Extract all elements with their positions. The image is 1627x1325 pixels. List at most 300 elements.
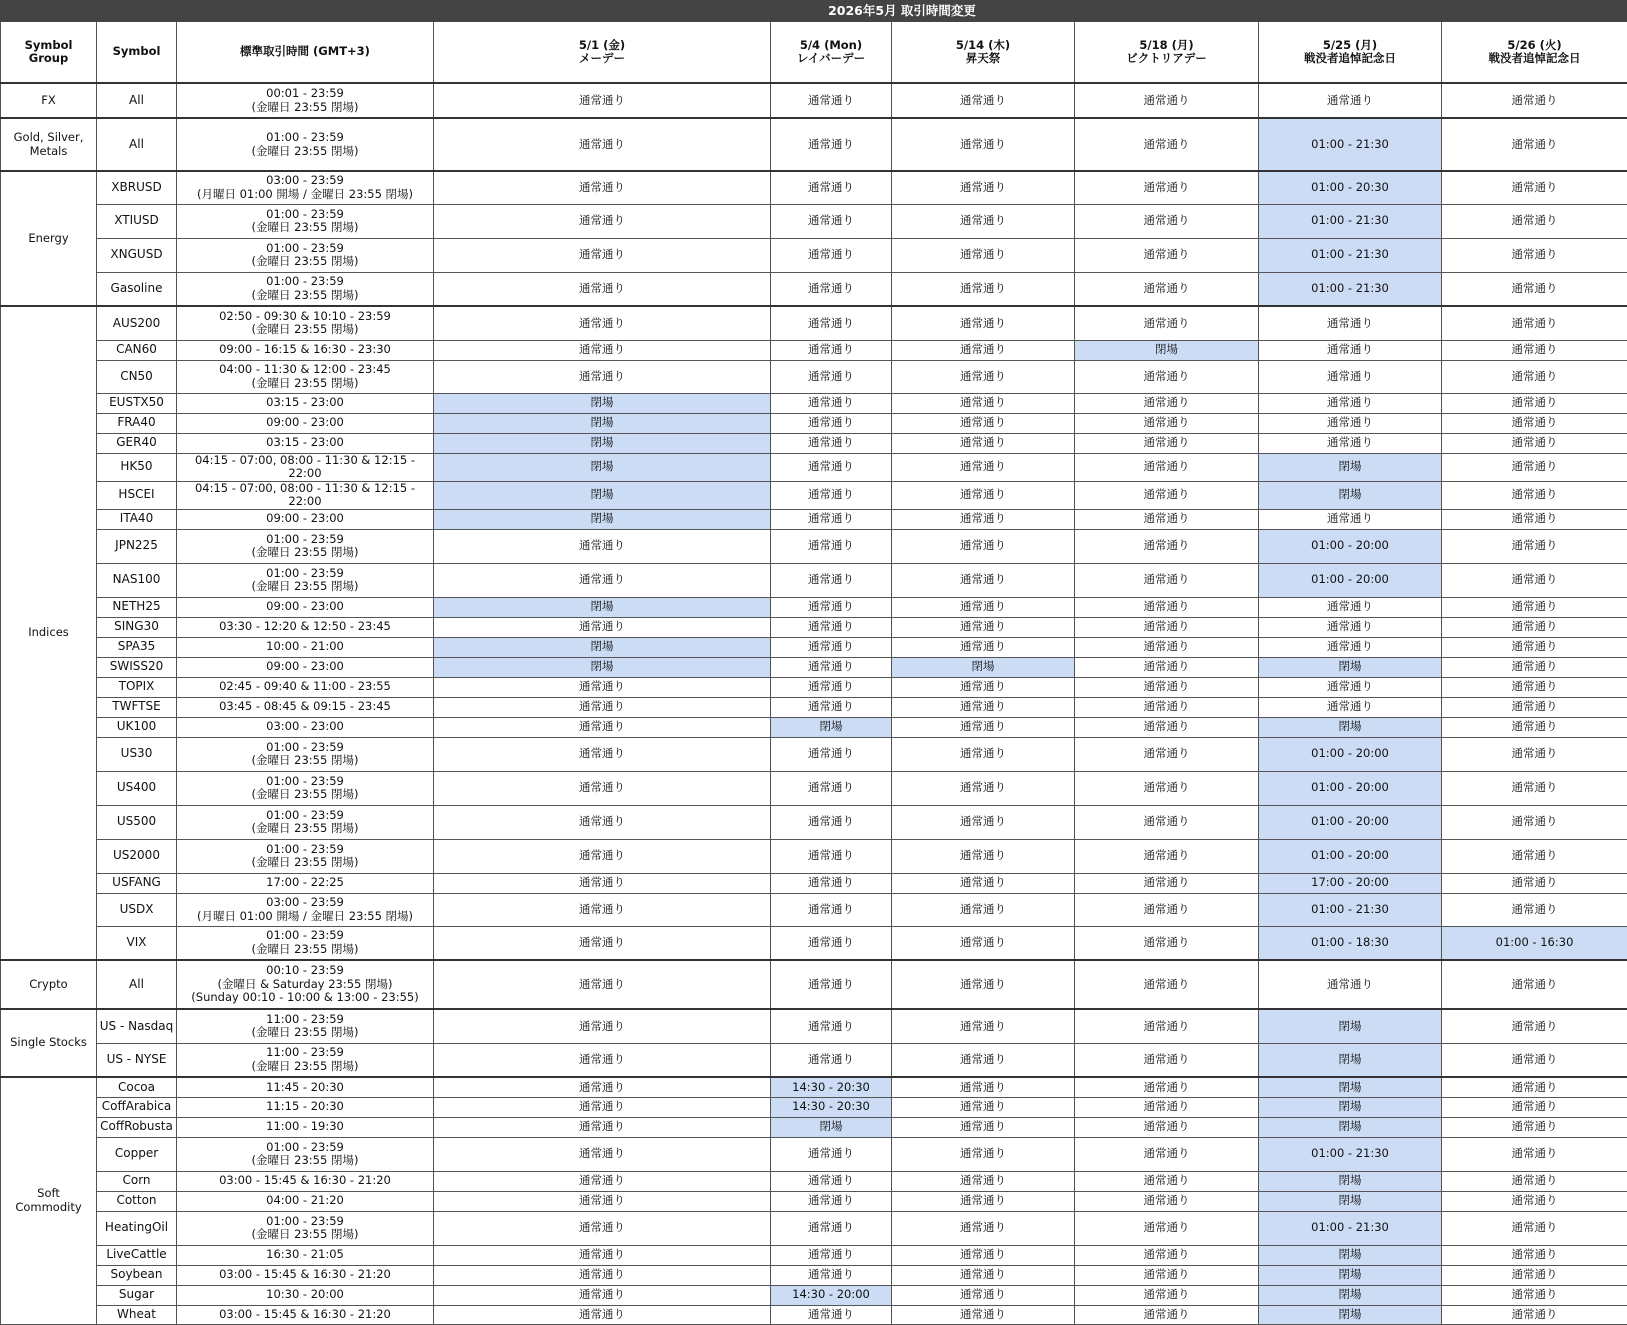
day-status-cell: 通常通り [1442,1305,1627,1324]
table-row [1,1245,1627,1265]
table-row [1,1171,1627,1191]
day-status-cell: 通常通り [892,171,1075,204]
day-status-cell: 01:00 - 16:30 [1442,926,1627,960]
day-status-cell: 通常通り [1442,1171,1627,1191]
day-status-cell: 通常通り [1075,433,1259,453]
day-status-cell: 通常通り [434,1305,771,1324]
table-row [1,1097,1627,1117]
standard-hours-cell [177,481,434,509]
table-row [1,1191,1627,1211]
symbol-cell: FRA40 [97,413,177,433]
day-status-cell: 通常通り [1442,360,1627,393]
standard-hours-cell [177,737,434,771]
day-status-cell: 閉場 [1259,1077,1442,1097]
day-status-cell: 通常通り [892,1305,1075,1324]
day-status-cell: 01:00 - 20:00 [1259,839,1442,873]
day-status-cell: 通常通り [434,839,771,873]
day-status-cell: 通常通り [892,1117,1075,1137]
day-status-cell: 通常通り [771,563,892,597]
header-symbol: Symbol [97,22,177,84]
day-status-cell: 通常通り [1442,529,1627,563]
day-status-cell: 通常通り [771,1009,892,1043]
day-status-cell: 通常通り [1075,1097,1259,1117]
table-row [1,1265,1627,1285]
symbol-cell: NETH25 [97,597,177,617]
symbol-cell: Wheat [97,1305,177,1324]
day-status-cell: 通常通り [771,839,892,873]
symbol-cell: CN50 [97,360,177,393]
day-status-cell: 01:00 - 21:30 [1259,272,1442,306]
day-status-cell: 通常通り [771,771,892,805]
standard-hours-line: (金曜日 23:55 閉場) [179,822,431,836]
day-status-cell: 通常通り [434,171,771,204]
day-status-cell: 01:00 - 18:30 [1259,926,1442,960]
day-status-cell: 通常通り [434,960,771,1009]
symbol-cell: CoffRobusta [97,1117,177,1137]
day-status-cell: 通常通り [434,1077,771,1097]
symbol-cell: JPN225 [97,529,177,563]
day-status-cell: 通常通り [434,893,771,926]
day-status-cell: 閉場 [1259,1305,1442,1324]
day-status-cell: 通常通り [1259,617,1442,637]
standard-hours-cell [177,617,434,637]
day-status-cell: 通常通り [892,839,1075,873]
day-status-cell: 通常通り [892,893,1075,926]
standard-hours-line: 01:00 - 23:59 [179,1215,431,1229]
standard-hours-line: 01:00 - 23:59 [179,843,431,857]
standard-hours-cell [177,873,434,893]
standard-hours-line: 01:00 - 23:59 [179,809,431,823]
day-status-cell: 通常通り [1442,697,1627,717]
table-row [1,393,1627,413]
day-status-cell: 通常通り [771,509,892,529]
day-status-cell: 通常通り [1442,873,1627,893]
day-status-cell: 通常通り [1075,171,1259,204]
symbol-cell: NAS100 [97,563,177,597]
symbol-cell: USFANG [97,873,177,893]
header-day-0 [434,22,771,84]
day-status-cell: 通常通り [771,926,892,960]
standard-hours-cell [177,360,434,393]
day-status-cell: 01:00 - 21:30 [1259,1211,1442,1245]
table-row [1,433,1627,453]
standard-hours-cell [177,413,434,433]
day-status-cell: 通常通り [892,717,1075,737]
day-status-cell: 通常通り [771,597,892,617]
day-status-cell: 通常通り [771,204,892,238]
day-status-cell: 通常通り [434,617,771,637]
standard-hours-line: 17:00 - 22:25 [179,876,431,890]
day-status-cell: 通常通り [1075,1117,1259,1137]
day-status-cell: 通常通り [434,1043,771,1077]
day-status-cell: 通常通り [1075,657,1259,677]
day-status-cell: 01:00 - 21:30 [1259,893,1442,926]
day-status-cell: 閉場 [1259,1191,1442,1211]
day-status-cell: 通常通り [892,617,1075,637]
day-status-cell: 通常通り [1075,926,1259,960]
day-status-cell: 通常通り [1075,805,1259,839]
day-status-cell: 通常通り [892,509,1075,529]
day-status-cell: 通常通り [434,737,771,771]
symbol-group-cell: Crypto [1,960,97,1009]
day-status-cell: 通常通り [434,1137,771,1171]
header-day-date: 5/4 (Mon) [773,39,889,53]
day-status-cell: 通常通り [1075,1305,1259,1324]
day-status-cell: 通常通り [892,960,1075,1009]
standard-hours-cell [177,563,434,597]
day-status-cell: 閉場 [434,657,771,677]
symbol-cell: US - NYSE [97,1043,177,1077]
standard-hours-line: 09:00 - 16:15 & 16:30 - 23:30 [179,343,431,357]
day-status-cell: 通常通り [1442,433,1627,453]
day-status-cell: 通常通り [1442,509,1627,529]
day-status-cell: 通常通り [771,481,892,509]
day-status-cell: 通常通り [771,805,892,839]
symbol-cell: US500 [97,805,177,839]
day-status-cell: 通常通り [892,360,1075,393]
standard-hours-line: 11:15 - 20:30 [179,1100,431,1114]
day-status-cell: 閉場 [1259,1171,1442,1191]
day-status-cell: 通常通り [1259,340,1442,360]
day-status-cell: 通常通り [892,737,1075,771]
header-day-4 [1259,22,1442,84]
day-status-cell: 通常通り [1259,960,1442,1009]
day-status-cell: 通常通り [892,1265,1075,1285]
day-status-cell: 通常通り [1075,893,1259,926]
standard-hours-line: 03:00 - 15:45 & 16:30 - 21:20 [179,1308,431,1322]
standard-hours-line: (金曜日 23:55 閉場) [179,788,431,802]
day-status-cell: 通常通り [892,272,1075,306]
day-status-cell: 通常通り [434,238,771,272]
standard-hours-cell [177,453,434,481]
day-status-cell: 通常通り [1259,697,1442,717]
day-status-cell: 通常通り [1259,637,1442,657]
table-row [1,1117,1627,1137]
day-status-cell: 通常通り [892,563,1075,597]
day-status-cell: 通常通り [771,1043,892,1077]
day-status-cell: 通常通り [892,306,1075,340]
standard-hours-line: 00:01 - 23:59 [179,87,431,101]
standard-hours-line: (金曜日 23:55 閉場) [179,1060,431,1074]
day-status-cell: 通常通り [892,83,1075,118]
symbol-cell: All [97,960,177,1009]
standard-hours-line: 01:00 - 23:59 [179,741,431,755]
table-body [1,83,1627,1324]
header-day-holiday: 戦没者追悼記念日 [1444,52,1625,66]
day-status-cell: 通常通り [1259,306,1442,340]
day-status-cell: 通常通り [1442,118,1627,171]
day-status-cell: 01:00 - 20:30 [1259,171,1442,204]
standard-hours-line: 04:15 - 07:00, 08:00 - 11:30 & 12:15 - 22:00 [179,454,431,481]
day-status-cell: 通常通り [771,893,892,926]
standard-hours-cell [177,637,434,657]
symbol-group-cell: Single Stocks [1,1009,97,1077]
header-day-date: 5/25 (月) [1261,39,1439,53]
day-status-cell: 通常通り [1075,771,1259,805]
symbol-cell: SPA35 [97,637,177,657]
day-status-cell: 通常通り [434,1097,771,1117]
standard-hours-cell [177,1043,434,1077]
day-status-cell: 通常通り [1075,637,1259,657]
standard-hours-line: 02:50 - 09:30 & 10:10 - 23:59 [179,310,431,324]
standard-hours-cell [177,204,434,238]
standard-hours-cell [177,677,434,697]
day-status-cell: 通常通り [771,238,892,272]
standard-hours-line: 03:00 - 23:59 [179,896,431,910]
day-status-cell: 閉場 [1259,1117,1442,1137]
day-status-cell: 通常通り [434,873,771,893]
standard-hours-cell [177,1285,434,1305]
day-status-cell: 通常通り [1442,204,1627,238]
symbol-cell: All [97,83,177,118]
day-status-cell: 通常通り [771,118,892,171]
symbol-cell: XTIUSD [97,204,177,238]
standard-hours-line: 03:45 - 08:45 & 09:15 - 23:45 [179,700,431,714]
day-status-cell: 通常通り [892,433,1075,453]
day-status-cell: 通常通り [1075,563,1259,597]
standard-hours-cell [177,1245,434,1265]
day-status-cell: 通常通り [892,118,1075,171]
day-status-cell: 通常通り [1442,340,1627,360]
standard-hours-cell [177,657,434,677]
table-row [1,926,1627,960]
header-standard-hours: 標準取引時間 (GMT+3) [177,22,434,84]
standard-hours-line: (金曜日 23:55 閉場) [179,1026,431,1040]
standard-hours-cell [177,83,434,118]
day-status-cell: 通常通り [434,272,771,306]
symbol-cell: Soybean [97,1265,177,1285]
day-status-cell: 閉場 [434,597,771,617]
day-status-cell: 閉場 [434,433,771,453]
standard-hours-line: (金曜日 23:55 閉場) [179,221,431,235]
day-status-cell: 閉場 [1259,1245,1442,1265]
day-status-cell: 閉場 [771,717,892,737]
day-status-cell: 通常通り [1442,481,1627,509]
standard-hours-line: 01:00 - 23:59 [179,208,431,222]
standard-hours-line: 10:30 - 20:00 [179,1288,431,1302]
day-status-cell: 通常通り [1442,677,1627,697]
standard-hours-line: 11:00 - 23:59 [179,1013,431,1027]
table-row [1,617,1627,637]
standard-hours-cell [177,771,434,805]
day-status-cell: 通常通り [892,529,1075,563]
day-status-cell: 通常通り [434,1211,771,1245]
day-status-cell: 通常通り [1442,1117,1627,1137]
table-row [1,839,1627,873]
table-row [1,83,1627,118]
standard-hours-cell [177,597,434,617]
standard-hours-line: 00:10 - 23:59 [179,964,431,978]
table-row [1,1305,1627,1324]
day-status-cell: 通常通り [771,529,892,563]
day-status-cell: 14:30 - 20:30 [771,1077,892,1097]
day-status-cell: 通常通り [1442,306,1627,340]
standard-hours-line: 03:00 - 23:59 [179,174,431,188]
standard-hours-cell [177,1137,434,1171]
day-status-cell: 通常通り [1442,1211,1627,1245]
day-status-cell: 通常通り [434,306,771,340]
standard-hours-line: 01:00 - 23:59 [179,131,431,145]
standard-hours-cell [177,717,434,737]
day-status-cell: 閉場 [1259,1285,1442,1305]
standard-hours-line: 09:00 - 23:00 [179,660,431,674]
standard-hours-line: 11:00 - 19:30 [179,1120,431,1134]
day-status-cell: 通常通り [771,657,892,677]
day-status-cell: 通常通り [1442,171,1627,204]
standard-hours-line: (月曜日 01:00 開場 / 金曜日 23:55 閉場) [179,188,431,202]
day-status-cell: 通常通り [892,1171,1075,1191]
table-row [1,481,1627,509]
day-status-cell: 通常通り [434,529,771,563]
day-status-cell: 通常通り [1075,238,1259,272]
standard-hours-line: (金曜日 23:55 閉場) [179,580,431,594]
header-day-date: 5/14 (木) [894,39,1072,53]
day-status-cell: 通常通り [1442,960,1627,1009]
day-status-cell: 01:00 - 20:00 [1259,737,1442,771]
table-row [1,960,1627,1009]
day-status-cell: 通常通り [1442,617,1627,637]
header-day-holiday: 戦没者追悼記念日 [1261,52,1439,66]
day-status-cell: 通常通り [771,1137,892,1171]
symbol-cell: XNGUSD [97,238,177,272]
day-status-cell: 通常通り [771,960,892,1009]
symbol-cell: SING30 [97,617,177,637]
day-status-cell: 通常通り [1075,717,1259,737]
day-status-cell: 通常通り [1075,204,1259,238]
standard-hours-line: 01:00 - 23:59 [179,275,431,289]
symbol-cell: TWFTSE [97,697,177,717]
day-status-cell: 通常通り [434,926,771,960]
day-status-cell: 通常通り [771,340,892,360]
day-status-cell: 通常通り [892,873,1075,893]
standard-hours-line: 09:00 - 23:00 [179,600,431,614]
standard-hours-cell [177,805,434,839]
day-status-cell: 通常通り [1075,960,1259,1009]
day-status-cell: 通常通り [892,1137,1075,1171]
standard-hours-line: 01:00 - 23:59 [179,775,431,789]
standard-hours-line: 01:00 - 23:59 [179,1141,431,1155]
header-symbol-group: Symbol Group [1,22,97,84]
standard-hours-cell [177,171,434,204]
day-status-cell: 通常通り [771,413,892,433]
day-status-cell: 閉場 [1259,1265,1442,1285]
day-status-cell: 通常通り [892,1191,1075,1211]
day-status-cell: 01:00 - 21:30 [1259,118,1442,171]
day-status-cell: 通常通り [1442,563,1627,597]
table-row [1,597,1627,617]
table-row [1,737,1627,771]
day-status-cell: 通常通り [892,1077,1075,1097]
day-status-cell: 通常通り [771,1171,892,1191]
table-row [1,238,1627,272]
standard-hours-cell [177,1305,434,1324]
day-status-cell: 通常通り [1259,677,1442,697]
table-row [1,118,1627,171]
day-status-cell: 通常通り [892,1097,1075,1117]
day-status-cell: 通常通り [1075,597,1259,617]
day-status-cell: 閉場 [434,413,771,433]
day-status-cell: 通常通り [1442,1009,1627,1043]
day-status-cell: 通常通り [434,1245,771,1265]
day-status-cell: 通常通り [434,805,771,839]
day-status-cell: 通常通り [892,340,1075,360]
standard-hours-line: (月曜日 01:00 開場 / 金曜日 23:55 閉場) [179,910,431,924]
day-status-cell: 通常通り [1442,1077,1627,1097]
day-status-cell: 通常通り [1075,1191,1259,1211]
symbol-cell: TOPIX [97,677,177,697]
header-day-holiday: ビクトリアデー [1077,52,1256,66]
standard-hours-cell [177,1077,434,1097]
standard-hours-cell [177,1097,434,1117]
standard-hours-cell [177,839,434,873]
day-status-cell: 通常通り [771,697,892,717]
day-status-cell: 通常通り [892,771,1075,805]
standard-hours-cell [177,340,434,360]
day-status-cell: 通常通り [771,637,892,657]
symbol-cell: All [97,118,177,171]
day-status-cell: 通常通り [1075,83,1259,118]
day-status-cell: 通常通り [1259,433,1442,453]
day-status-cell: 01:00 - 21:30 [1259,204,1442,238]
symbol-cell: AUS200 [97,306,177,340]
standard-hours-line: 04:00 - 21:20 [179,1194,431,1208]
day-status-cell: 通常通り [771,272,892,306]
day-status-cell: 通常通り [771,83,892,118]
standard-hours-cell [177,926,434,960]
symbol-cell: LiveCattle [97,1245,177,1265]
standard-hours-cell [177,1009,434,1043]
day-status-cell: 通常通り [1075,1077,1259,1097]
day-status-cell: 閉場 [1259,1097,1442,1117]
header-day-2 [892,22,1075,84]
day-status-cell: 通常通り [771,360,892,393]
day-status-cell: 01:00 - 20:00 [1259,563,1442,597]
standard-hours-line: (金曜日 23:55 閉場) [179,1228,431,1242]
symbol-group-cell: FX [1,83,97,118]
standard-hours-line: (金曜日 23:55 閉場) [179,943,431,957]
standard-hours-line: 11:45 - 20:30 [179,1081,431,1095]
standard-hours-cell [177,306,434,340]
day-status-cell: 閉場 [434,453,771,481]
day-status-cell: 通常通り [1259,83,1442,118]
day-status-cell: 通常通り [434,697,771,717]
day-status-cell: 通常通り [1442,1285,1627,1305]
standard-hours-line: 09:00 - 23:00 [179,416,431,430]
standard-hours-cell [177,1211,434,1245]
day-status-cell: 閉場 [434,509,771,529]
title-spacer [1,1,177,22]
day-status-cell: 通常通り [771,433,892,453]
day-status-cell: 通常通り [1442,83,1627,118]
day-status-cell: 通常通り [1442,717,1627,737]
day-status-cell: 通常通り [771,1265,892,1285]
table-row [1,637,1627,657]
day-status-cell: 閉場 [1259,1043,1442,1077]
day-status-cell: 通常通り [434,340,771,360]
symbol-cell: Copper [97,1137,177,1171]
symbol-cell: EUSTX50 [97,393,177,413]
header-day-holiday: 昇天祭 [894,52,1072,66]
day-status-cell: 17:00 - 20:00 [1259,873,1442,893]
day-status-cell: 通常通り [771,677,892,697]
day-status-cell: 通常通り [1442,737,1627,771]
symbol-cell: UK100 [97,717,177,737]
day-status-cell: 通常通り [771,737,892,771]
day-status-cell: 通常通り [434,1285,771,1305]
day-status-cell: 通常通り [1075,737,1259,771]
standard-hours-line: 16:30 - 21:05 [179,1248,431,1262]
symbol-cell: XBRUSD [97,171,177,204]
